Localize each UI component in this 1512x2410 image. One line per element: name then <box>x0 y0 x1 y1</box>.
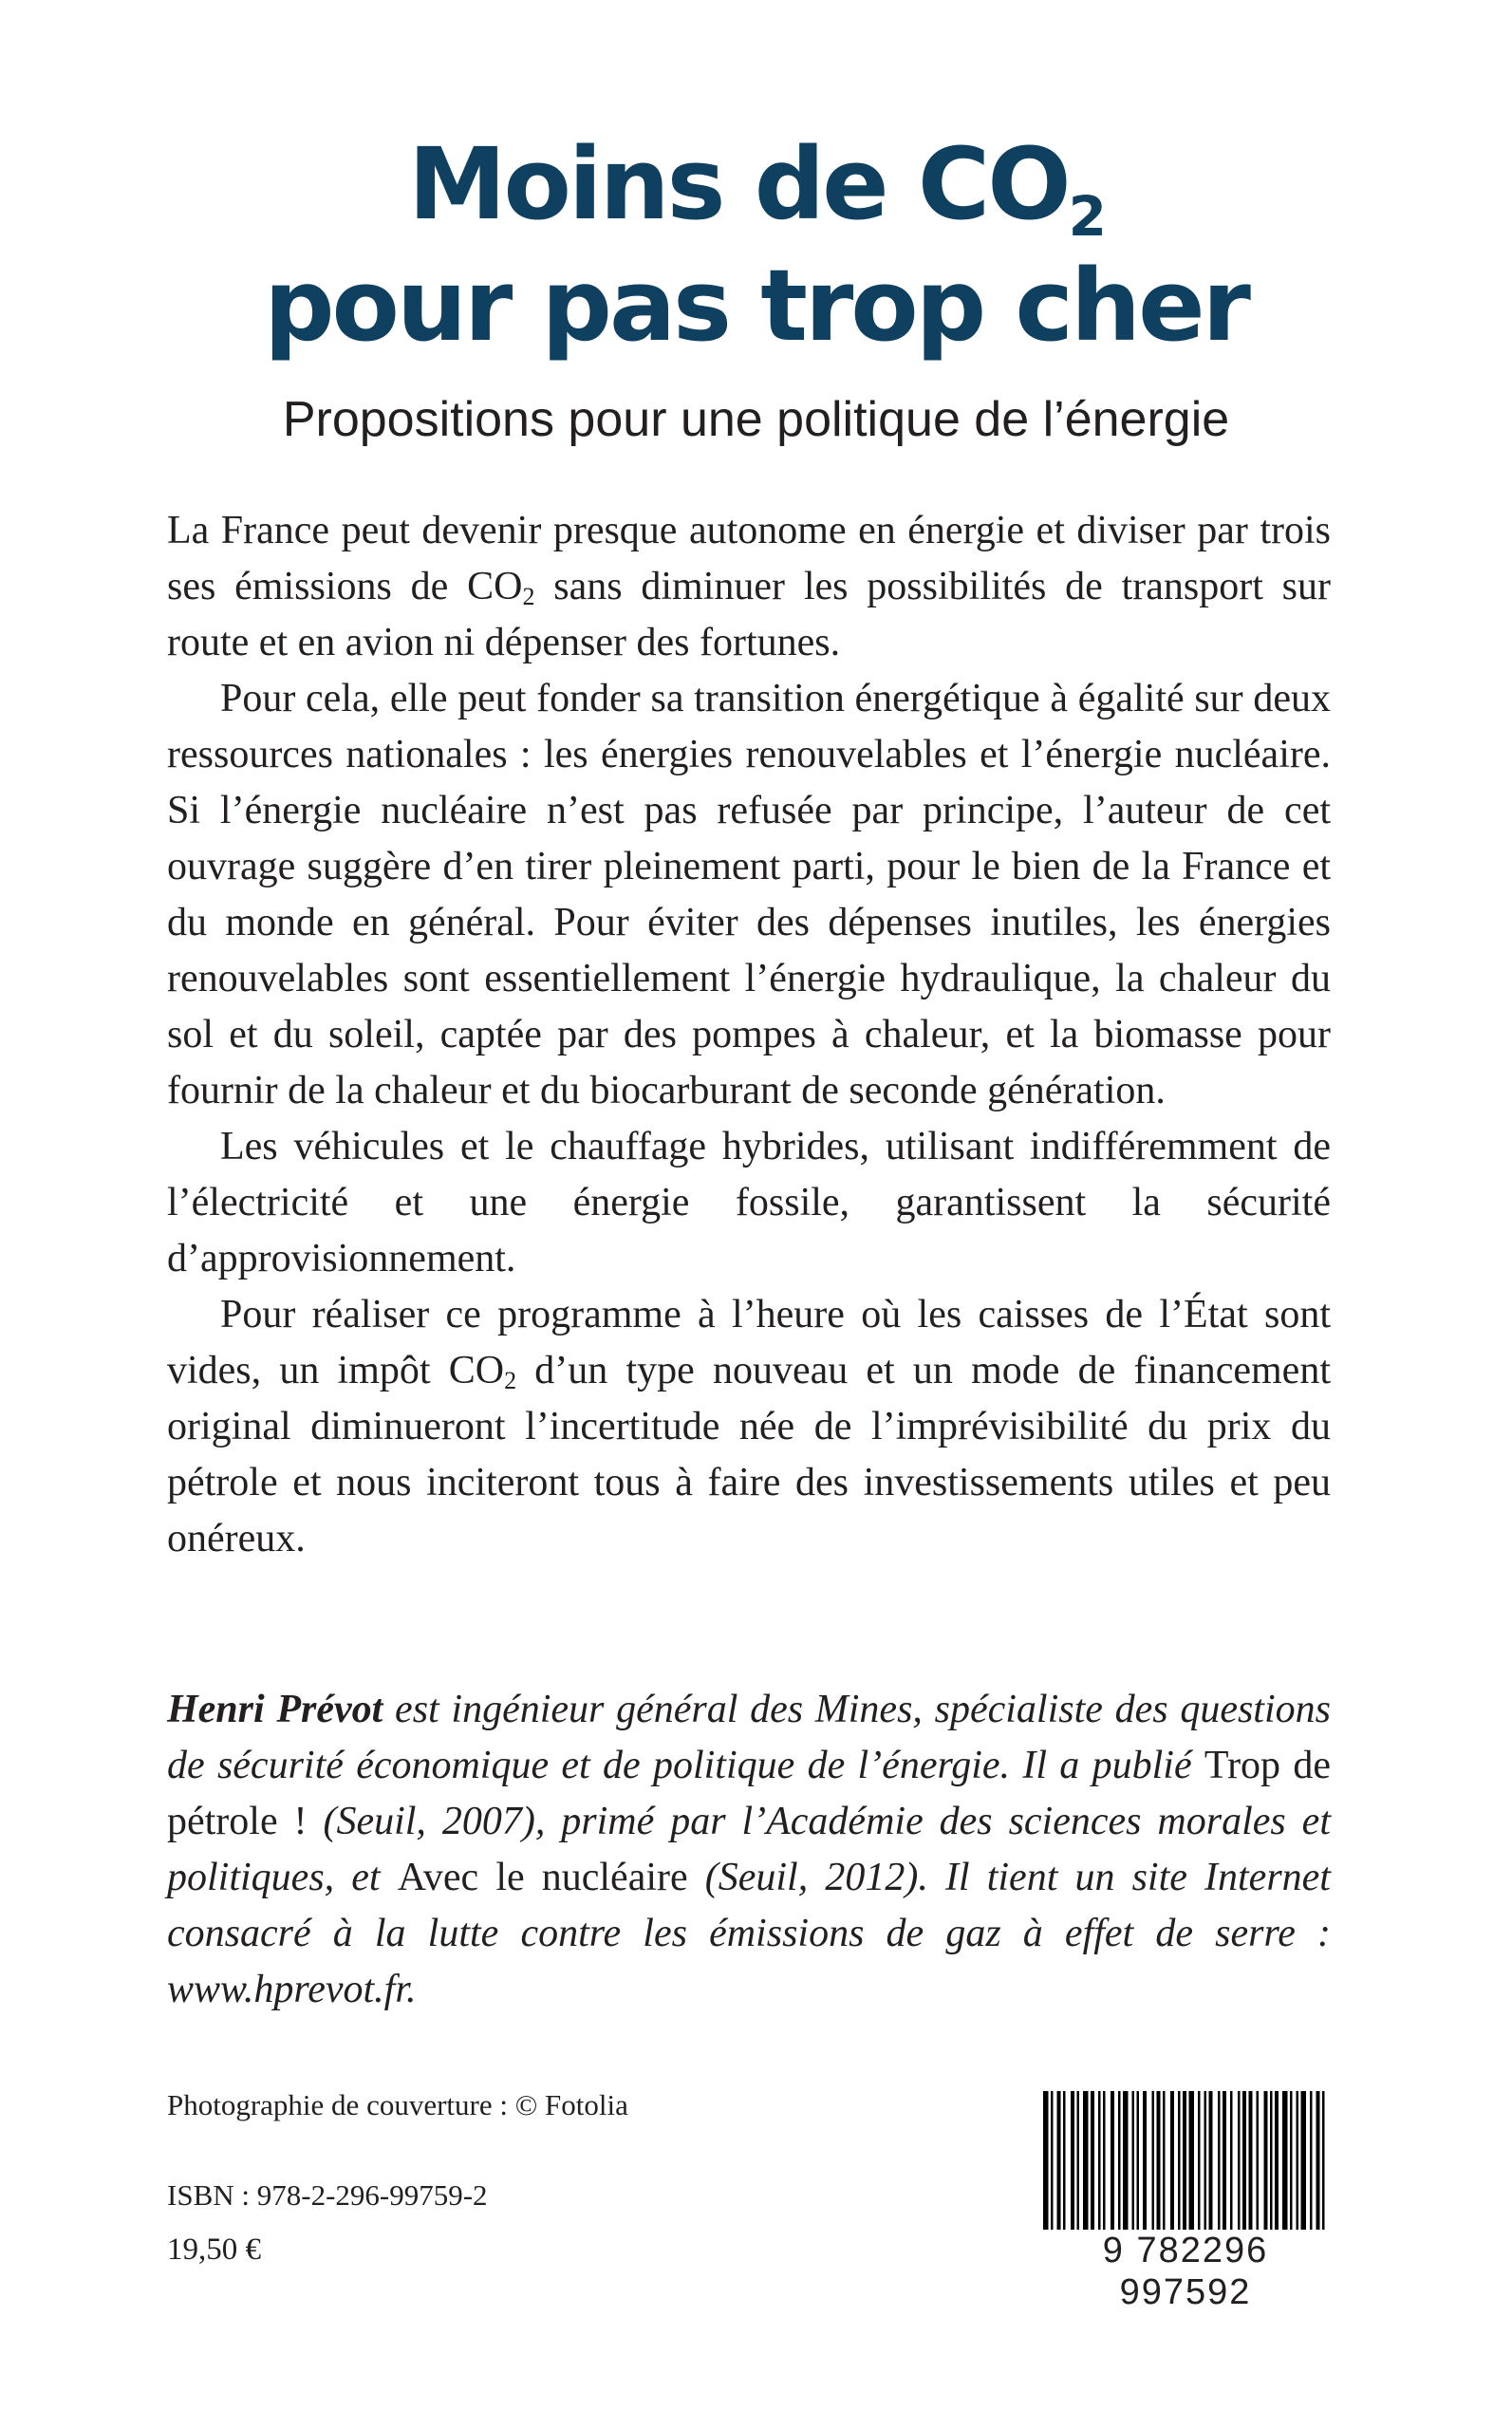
barcode-bar <box>1290 2091 1293 2243</box>
barcode-bar <box>1083 2091 1089 2243</box>
barcode-bar <box>1183 2091 1186 2243</box>
barcode-bar <box>1316 2091 1320 2243</box>
blurb-paragraph-2: Pour cela, elle peut fonder sa transition énergétique à égalité sur deux ressources nationales : les énergies renouvelables et l’énergie nucléaire. Si l’énergie nucléaire n’est pas refusée par principe, l’auteur de cet ouvrage suggère d’en tirer pleinement parti, pour le bien de la France et du monde en général. Pour éviter des dépenses inutiles, les énergies renouvelables sont essentiellement l’énergie hydraulique, la chaleur du sol et du soleil, captée par des pompes à chaleur, et la biomasse pour fournir de la chaleur et du biocarburant de seconde génération. <box>167 677 1331 1112</box>
barcode-bar <box>1143 2091 1147 2243</box>
photo-credit: Photographie de couverture : © Fotolia <box>167 2088 628 2121</box>
barcode-bar <box>1170 2091 1174 2243</box>
barcode-bar <box>1282 2091 1288 2243</box>
blurb-p4-subscript: 2 <box>504 1367 517 1394</box>
barcode-bar <box>1057 2091 1061 2243</box>
barcode-bar <box>1043 2091 1049 2243</box>
author-bio-part-a: est ingénieur général des Mines, spécialiste des questions de sécurité économique et de politique de l’énergie. Il a publié <box>167 1688 1331 1787</box>
book-title-trop-de-petrole: Trop de pétrole ! <box>167 1744 1331 1843</box>
price: 19,50 € <box>167 2233 261 2267</box>
blurb-p1-subscript: 2 <box>522 583 535 610</box>
barcode-bar <box>1322 2091 1325 2243</box>
barcode-bar <box>1111 2091 1114 2243</box>
barcode-bar <box>1264 2091 1268 2243</box>
title-line-2: pour pas trop cher <box>264 248 1248 364</box>
blurb-p1-part-a: La France peut devenir presque autonome en énergie et diviser par trois ses émissions de CO <box>167 509 1331 608</box>
barcode-bar <box>1071 2091 1074 2243</box>
blurb-paragraph-4 <box>167 1287 1331 1567</box>
back-cover-blurb <box>167 503 1331 1567</box>
barcode-bar <box>1157 2091 1161 2243</box>
barcode-bar <box>1257 2091 1260 2243</box>
barcode-bar <box>1297 2091 1299 2243</box>
author-bio <box>167 1682 1331 2018</box>
barcode-bar <box>1223 2091 1226 2243</box>
barcode-bar <box>1137 2091 1140 2243</box>
barcode-bar <box>1310 2091 1313 2243</box>
barcode-bar <box>1123 2091 1129 2243</box>
barcode-bar <box>1204 2091 1207 2243</box>
barcode <box>1039 2091 1332 2312</box>
barcode-bar <box>1063 2091 1066 2243</box>
barcode-bar <box>1230 2091 1233 2243</box>
barcode-bar <box>1301 2091 1307 2243</box>
author-name: Henri Prévot <box>167 1688 383 1731</box>
barcode-bar <box>1209 2091 1213 2243</box>
barcode-bar <box>1275 2091 1279 2243</box>
barcode-bar <box>1103 2091 1106 2243</box>
blurb-p1-part-b: sans diminuer les possibilités de transport sur route et en avion ni dépenser des fortunes. <box>167 565 1332 664</box>
isbn: ISBN : 978-2-296-99759-2 <box>167 2178 488 2212</box>
barcode-bar <box>1249 2091 1253 2243</box>
blurb-p4-part-b: d’un type nouveau et un mode de financement original diminueront l’incertitude née de l’imprévisibilité du prix du pétrole et nous inciteront tous à faire des investissements utiles et peu onéreux. <box>167 1349 1331 1560</box>
title-line-1 <box>0 123 1512 249</box>
author-bio-part-c: (Seuil, 2012). Il tient un site Internet consacré à la lutte contre les émissions de gaz à effet de serre : www.hprevot.fr. <box>167 1856 1331 2011</box>
book-subtitle: Propositions pour une politique de l’énergie <box>282 392 1230 447</box>
barcode-bar <box>1178 2091 1181 2243</box>
blurb-p4-part-a: Pour réaliser ce programme à l’heure où les caisses de l’État sont vides, un impôt CO <box>167 1293 1331 1392</box>
title-subscript: 2 <box>1068 184 1105 249</box>
barcode-bar <box>1163 2091 1166 2243</box>
barcode-bar <box>1091 2091 1094 2243</box>
barcode-bar <box>1238 2091 1241 2243</box>
barcode-bar <box>1051 2091 1054 2243</box>
title-line-1-text: Moins de CO <box>407 126 1069 242</box>
barcode-bar <box>1198 2091 1201 2243</box>
barcode-bar <box>1152 2091 1155 2243</box>
blurb-paragraph-3: Les véhicules et le chauffage hybrides, utilisant indifféremment de l’électricité et une énergie fossile, garantissent la sécurité d’approvisionnement. <box>167 1125 1331 1280</box>
barcode-bar <box>1218 2091 1221 2243</box>
barcode-bars <box>1039 2091 1332 2243</box>
barcode-bar <box>1118 2091 1121 2243</box>
author-bio-part-b: (Seuil, 2007), primé par l’Académie des sciences morales et politiques, et <box>167 1800 1331 1899</box>
barcode-bar <box>1189 2091 1195 2243</box>
barcode-bar <box>1077 2091 1080 2243</box>
barcode-bar <box>1098 2091 1101 2243</box>
barcode-digits: 9 782296 997592 <box>1039 2230 1332 2313</box>
blurb-paragraph-1 <box>167 503 1331 671</box>
barcode-bar <box>1270 2091 1273 2243</box>
book-title-avec-le-nucleaire: Avec le nucléaire <box>397 1856 688 1899</box>
barcode-bar <box>1132 2091 1135 2243</box>
book-title <box>0 123 1512 366</box>
barcode-bar <box>1242 2091 1246 2243</box>
